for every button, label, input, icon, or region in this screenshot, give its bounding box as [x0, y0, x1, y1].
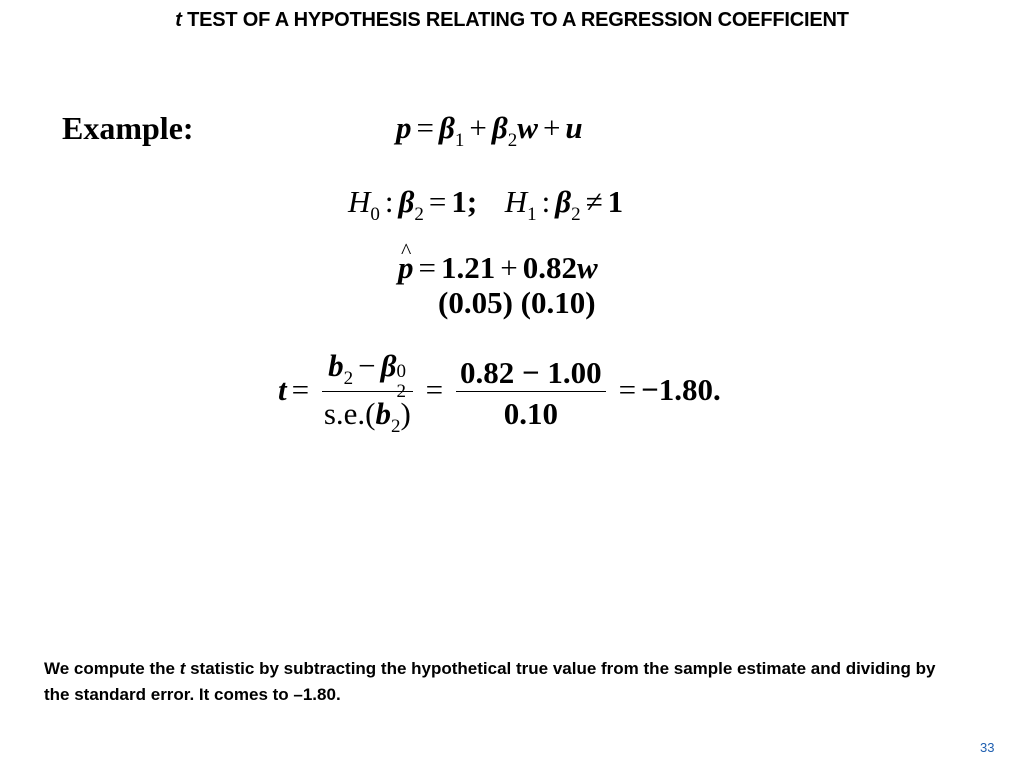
title-text: TEST OF A HYPOTHESIS RELATING TO A REGRESSION COEFFICIENT — [181, 9, 849, 31]
h1-symbol: H — [504, 184, 528, 219]
h0-beta: β — [398, 184, 415, 219]
caption-part2: statistic by subtracting the hypothetical true value from the sample estimate and dividing by the standard error. It comes to –1.80. — [44, 659, 936, 704]
fitted-slope: 0.82 — [522, 250, 577, 285]
model-u: u — [565, 110, 583, 145]
model-sub2: 2 — [507, 130, 518, 151]
h1-value: 1 — [607, 184, 624, 219]
model-plus1: + — [469, 110, 487, 145]
model-sub1: 1 — [454, 130, 465, 151]
t-symbol: t — [278, 372, 287, 408]
title-t-symbol: t — [175, 9, 182, 31]
fitted-w: w — [576, 250, 598, 285]
numeric-fraction — [456, 357, 606, 429]
model-beta2: β — [491, 110, 508, 145]
standard-errors: (0.05) (0.10) — [438, 285, 596, 320]
model-eq-sign: = — [416, 110, 434, 145]
num-beta-sub: 2 — [396, 381, 407, 402]
t-eq2: = — [425, 372, 444, 408]
num-b: b — [328, 348, 344, 383]
explanation-caption — [44, 656, 944, 708]
num-minus: − — [358, 348, 376, 383]
num-beta: β — [380, 348, 397, 383]
den-b: b — [375, 396, 392, 431]
numeric-numerator: 0.82 − 1.00 — [459, 355, 602, 390]
page-number: 33 — [980, 740, 995, 755]
den-se-prefix: s.e.( — [323, 396, 376, 431]
model-plus2: + — [542, 110, 561, 145]
model-w: w — [517, 110, 538, 145]
fitted-equation — [398, 252, 598, 283]
example-label: Example: — [62, 110, 194, 146]
fitted-eq: = — [418, 250, 436, 285]
symbolic-numerator — [322, 348, 413, 402]
h0-symbol: H — [348, 184, 371, 219]
t-eq1: = — [291, 372, 310, 408]
h0-beta-sub: 2 — [414, 204, 424, 225]
t-eq3: = — [618, 372, 637, 408]
model-equation — [396, 112, 583, 150]
h0-eq: = — [428, 184, 447, 219]
h1-colon: : — [541, 184, 551, 219]
num-b-sub: 2 — [343, 368, 354, 389]
t-statistic-equation — [278, 350, 721, 436]
hypotheses-equation — [348, 186, 623, 224]
num-beta-sup: 0 — [396, 361, 407, 382]
h0-value: 1; — [451, 184, 478, 219]
model-lhs: p — [396, 110, 412, 145]
h0-sub: 0 — [370, 204, 380, 225]
h1-sub: 1 — [527, 204, 537, 225]
h1-neq: ≠ — [585, 184, 603, 219]
den-b-sub: 2 — [391, 416, 401, 437]
model-beta1: β — [438, 110, 455, 145]
caption-part1: We compute the — [44, 659, 180, 678]
fitted-plus: + — [500, 250, 518, 285]
fitted-phat: ^ p — [398, 252, 414, 283]
h1-beta-sub: 2 — [571, 204, 581, 225]
caption-t-symbol: t — [179, 659, 186, 678]
symbolic-fraction — [322, 350, 413, 436]
den-se-suffix: ) — [400, 396, 411, 431]
h1-beta: β — [555, 184, 572, 219]
h0-colon: : — [384, 184, 394, 219]
numeric-denominator: 0.10 — [456, 391, 606, 429]
slide-title — [0, 9, 1024, 32]
t-result: −1.80. — [641, 372, 721, 408]
fitted-intercept: 1.21 — [440, 250, 496, 285]
